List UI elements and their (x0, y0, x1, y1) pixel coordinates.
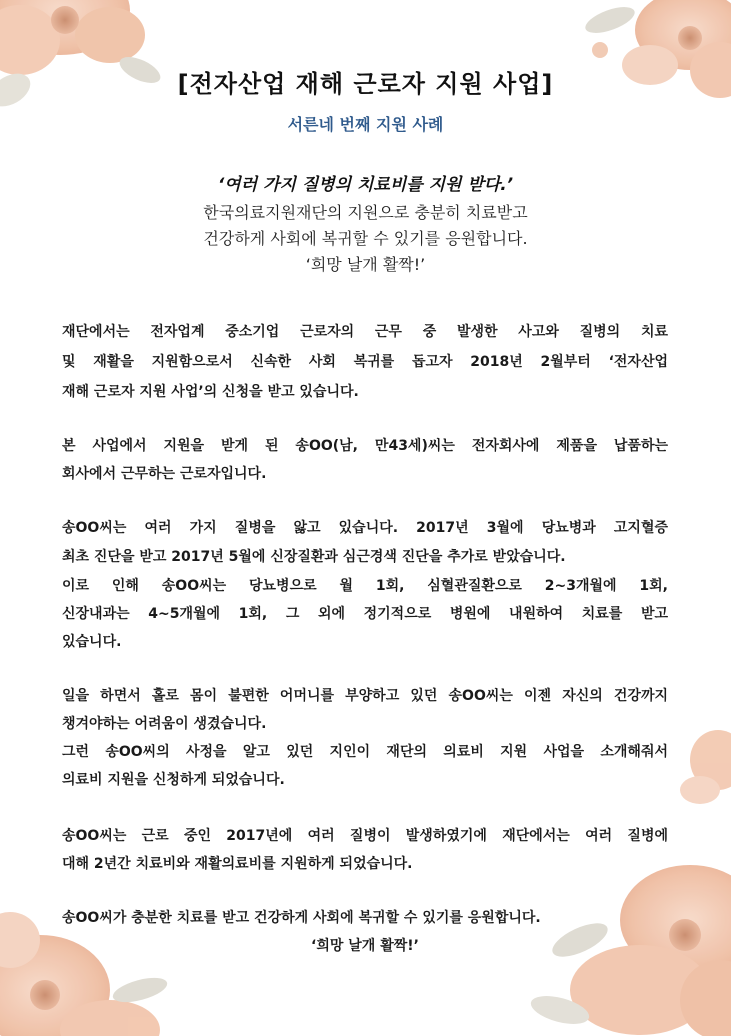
intro-line: 건강하게 사회에 복귀할 수 있기를 응원합니다. (203, 229, 528, 248)
closing-line: 송OO씨가 충분한 치료를 받고 건강하게 사회에 복귀할 수 있기를 응원합니다. (62, 910, 541, 926)
body-line: 최초 진단을 받고 2017년 5월에 신장질환과 심근경색 진단을 추가로 받았습니다. (62, 549, 566, 565)
body-line: 신장내과는 4~5개월에 1회, 그 외에 정기적으로 병원에 내원하여 치료를 받고 (62, 606, 668, 622)
body-line: 의료비 지원을 신청하게 되었습니다. (62, 772, 285, 788)
intro-line: 한국의료지원재단의 지원으로 충분히 치료받고 (203, 203, 528, 222)
body-line: 일을 하면서 홀로 몸이 불편한 어머니를 부양하고 있던 송OO씨는 이젠 자신의 건강까지 (62, 688, 668, 704)
body-line: 이로 인해 송OO씨는 당뇨병으로 월 1회, 심혈관질환으로 2~3개월에 1회, (62, 578, 668, 594)
body-line: 그런 송OO씨의 사정을 알고 있던 지인이 재단의 의료비 지원 사업을 소개해줘서 (62, 744, 668, 760)
body-line: 재단에서는 전자업계 중소기업 근로자의 근무 중 발생한 사고와 질병의 치료 (62, 324, 668, 340)
body-line: 및 재활을 지원함으로서 신속한 사회 복귀를 돕고자 2018년 2월부터 ‘전자산업 (62, 354, 668, 370)
body-line: 재해 근로자 지원 사업’의 신청을 받고 있습니다. (62, 384, 359, 400)
body-line: 대해 2년간 치료비와 재활의료비를 지원하게 되었습니다. (62, 856, 413, 872)
body-line: 송OO씨는 근로 중인 2017년에 여러 질병이 발생하였기에 재단에서는 여러 질병에 (62, 828, 668, 844)
closing-slogan: ‘희망 날개 활짝!’ (311, 938, 419, 954)
page-title: [전자산업 재해 근로자 지원 사업] (177, 70, 554, 98)
quote-heading: ‘여러 가지 질병의 치료비를 지원 받다.’ (217, 175, 514, 195)
page-subtitle: 서른네 번째 지원 사례 (287, 115, 444, 134)
intro-line: ‘희망 날개 활짝!’ (305, 255, 426, 274)
body-line: 회사에서 근무하는 근로자입니다. (62, 466, 267, 482)
body-line: 챙겨야하는 어려움이 생겼습니다. (62, 716, 267, 732)
body-line: 본 사업에서 지원을 받게 된 송OO(남, 만43세)씨는 전자회사에 제품을 납품하는 (62, 438, 668, 454)
body-line: 송OO씨는 여러 가지 질병을 앓고 있습니다. 2017년 3월에 당뇨병과 고지혈증 (62, 520, 668, 536)
body-line: 있습니다. (62, 634, 122, 650)
